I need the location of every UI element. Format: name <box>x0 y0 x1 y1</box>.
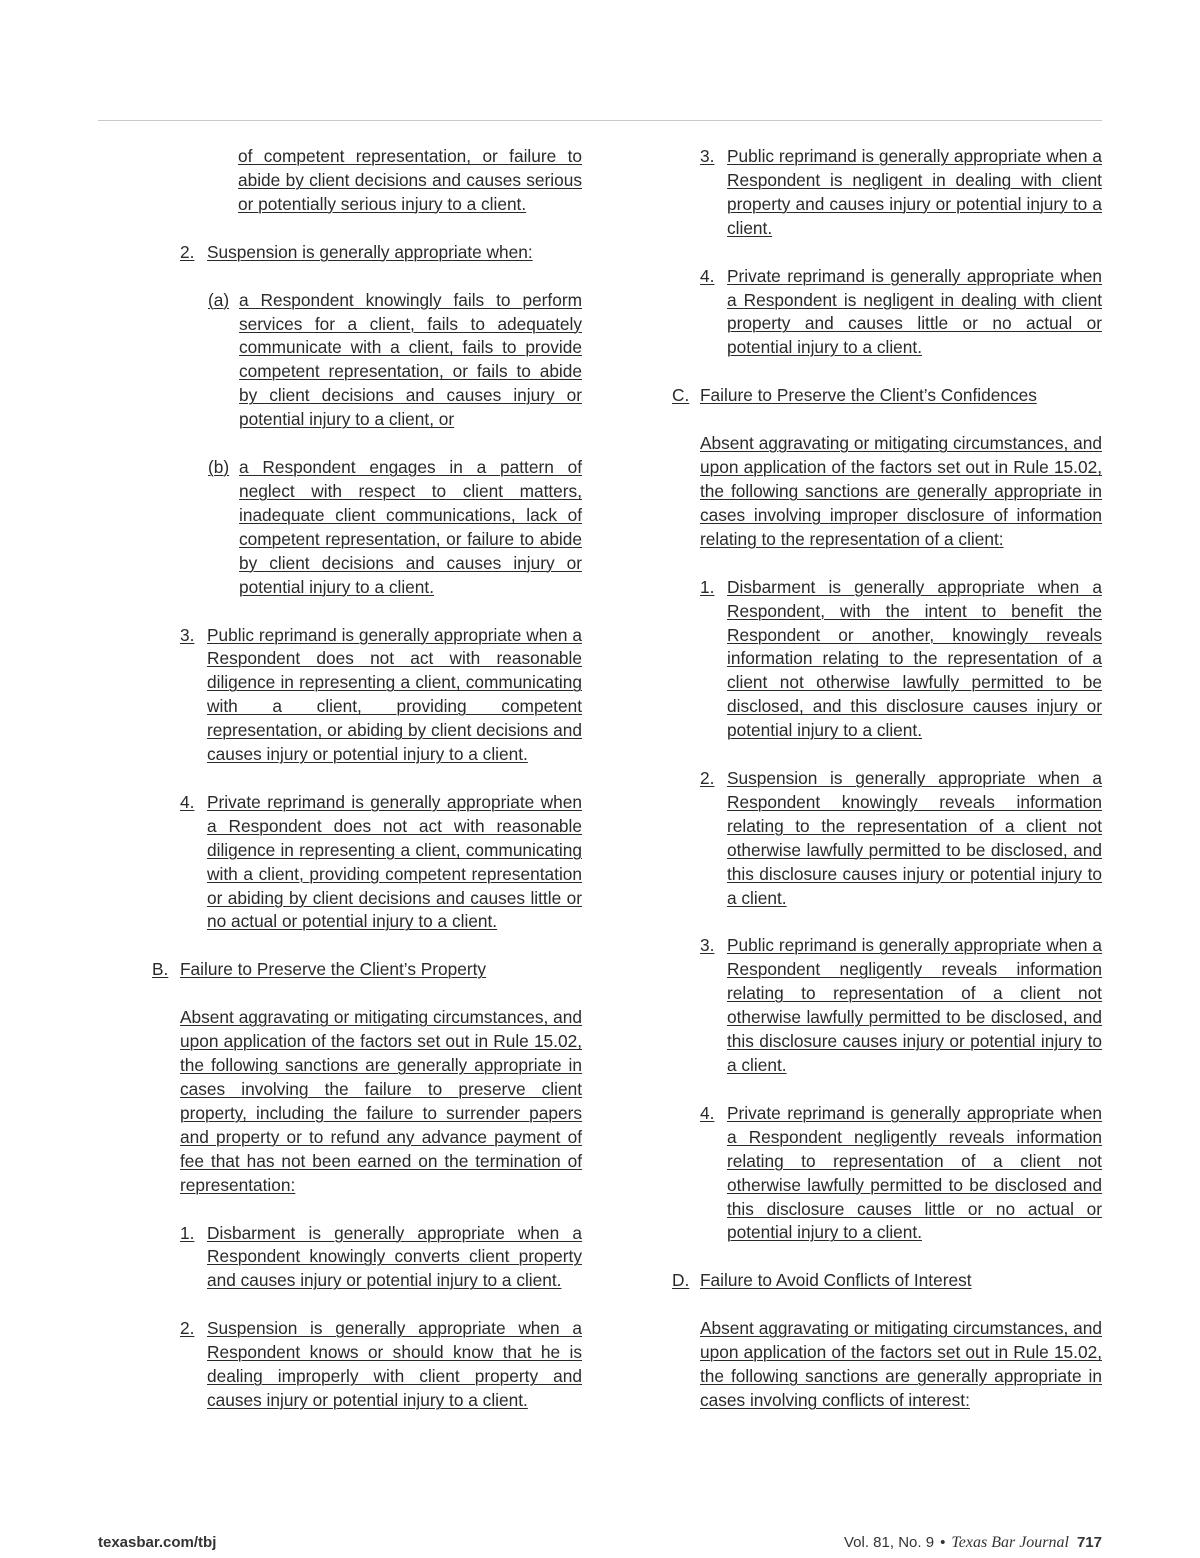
item-number: 1. <box>180 1222 195 1243</box>
list-item <box>180 1317 582 1413</box>
item-text: Suspension is generally appropriate when a Respondent knowingly reveals information relating to the representation of a client not otherwise lawfully permitted to be disclosed, and this disclosure causes injury or potential injury to a client. <box>727 768 1102 908</box>
footer-volume: Vol. 81, No. 9 <box>844 1534 935 1551</box>
item-number: 4. <box>700 1102 715 1123</box>
section-title: Failure to Avoid Conflicts of Interest <box>700 1270 972 1291</box>
right-column <box>618 145 1102 1437</box>
section-heading <box>152 958 582 982</box>
section-intro: Absent aggravating or mitigating circumstances, and upon application of the factors set out in Rule 15.02, the following sanctions are generally appropriate in cases involving the failure to preserve client property, including the failure to surrender papers and property or to refund any advance payment of fee that has not been earned on the termination of representation: <box>180 1007 582 1195</box>
list-item <box>700 934 1102 1077</box>
item-text: Public reprimand is generally appropriate when a Respondent is negligent in dealing with client property and causes injury or potential injury to a client. <box>727 146 1102 238</box>
list-item <box>208 456 582 599</box>
item-number: 2. <box>180 241 195 262</box>
item-text: Suspension is generally appropriate when a Respondent knows or should know that he is dealing improperly with client property and causes injury or potential injury to a client. <box>207 1318 582 1410</box>
section-heading <box>672 384 1102 408</box>
item-text: Disbarment is generally appropriate when a Respondent, with the intent to benefit the Respondent or another, knowingly reveals information relating to the representation of a client not otherwise lawfully permitted to be disclosed, and this disclosure causes injury or potential injury to a client. <box>727 576 1102 741</box>
list-item <box>700 265 1102 361</box>
list-item <box>700 767 1102 910</box>
list-item <box>700 145 1102 241</box>
list-item <box>180 241 582 265</box>
footer-bullet: • <box>940 1534 946 1551</box>
item-text: Private reprimand is generally appropriate when a Respondent negligently reveals information relating to representation of a client not otherwise lawfully permitted to be disclosed and this disclosure causes little or no actual or potential injury to a client. <box>727 1102 1102 1243</box>
item-letter: (a) <box>208 289 230 310</box>
section-title: Failure to Preserve the Client’s Confidences <box>700 385 1037 406</box>
item-number: 4. <box>180 791 195 812</box>
section-letter: D. <box>672 1270 690 1291</box>
section-intro: Absent aggravating or mitigating circumstances, and upon application of the factors set out in Rule 15.02, the following sanctions are generally appropriate in cases involving conflicts of interest: <box>700 1318 1102 1410</box>
item-text: Private reprimand is generally appropriate when a Respondent does not act with reasonable diligence in representing a client, communicating with a client, providing competent representation or abiding by client decisions and causes little or no actual or potential injury to a client. <box>207 791 582 932</box>
item-text: Disbarment is generally appropriate when a Respondent knowingly converts client property and causes injury or potential injury to a client. <box>207 1222 582 1291</box>
section-heading <box>672 1269 1102 1293</box>
item-number: 3. <box>700 935 715 956</box>
item-text: a Respondent knowingly fails to perform services for a client, fails to adequately communicate with a client, fails to provide competent representation, or fails to abide by client decisions and causes injury or potential injury to a client, or <box>239 289 582 430</box>
section-letter: C. <box>672 385 690 406</box>
section-title: Failure to Preserve the Client’s Property <box>180 959 487 980</box>
list-item <box>700 1102 1102 1245</box>
list-item <box>180 1222 582 1294</box>
list-item <box>180 624 582 767</box>
item-text: Public reprimand is generally appropriate when a Respondent does not act with reasonable diligence in representing a client, communicating with a client, providing competent representation, or abiding by client decisions and causes injury or potential injury to a client. <box>207 624 582 765</box>
list-item <box>208 289 582 432</box>
left-column <box>98 145 582 1437</box>
item-number: 4. <box>700 265 715 286</box>
item-number: 3. <box>700 146 715 166</box>
section-letter: B. <box>152 959 169 980</box>
footer-journal-title: Texas Bar Journal <box>951 1534 1069 1551</box>
item-text: a Respondent engages in a pattern of neglect with respect to client matters, inadequate client communications, lack of competent representation, or failure to abide by client decisions and causes injury or potential injury to a client. <box>239 457 582 597</box>
section-intro: Absent aggravating or mitigating circumstances, and upon application of the factors set out in Rule 15.02, the following sanctions are generally appropriate in cases involving improper disclosure of information relating to the representation of a client: <box>700 433 1102 549</box>
footer-citation <box>844 1534 1102 1552</box>
list-item <box>700 576 1102 743</box>
item-number: 2. <box>180 1318 195 1339</box>
item-letter: (b) <box>208 457 230 478</box>
page-number: 717 <box>1076 1534 1102 1551</box>
list-item <box>180 791 582 934</box>
footer-site-link[interactable]: texasbar.com/tbj <box>98 1534 217 1551</box>
item-text: Suspension is generally appropriate when: <box>207 241 533 262</box>
item-number: 3. <box>180 624 195 645</box>
item-text: Public reprimand is generally appropriate when a Respondent negligently reveals information relating to representation of a client not otherwise lawfully permitted to be disclosed, and this disclosure causes injury or potential injury to a client. <box>727 935 1102 1075</box>
header-divider <box>98 120 1102 121</box>
item-number: 2. <box>700 768 715 789</box>
continued-paragraph: of competent representation, or failure to abide by client decisions and causes serious or potentially serious injury to a client. <box>238 146 582 214</box>
item-number: 1. <box>700 576 715 597</box>
item-text: Private reprimand is generally appropriate when a Respondent is negligent in dealing with client property and causes little or no actual or potential injury to a client. <box>727 265 1102 358</box>
